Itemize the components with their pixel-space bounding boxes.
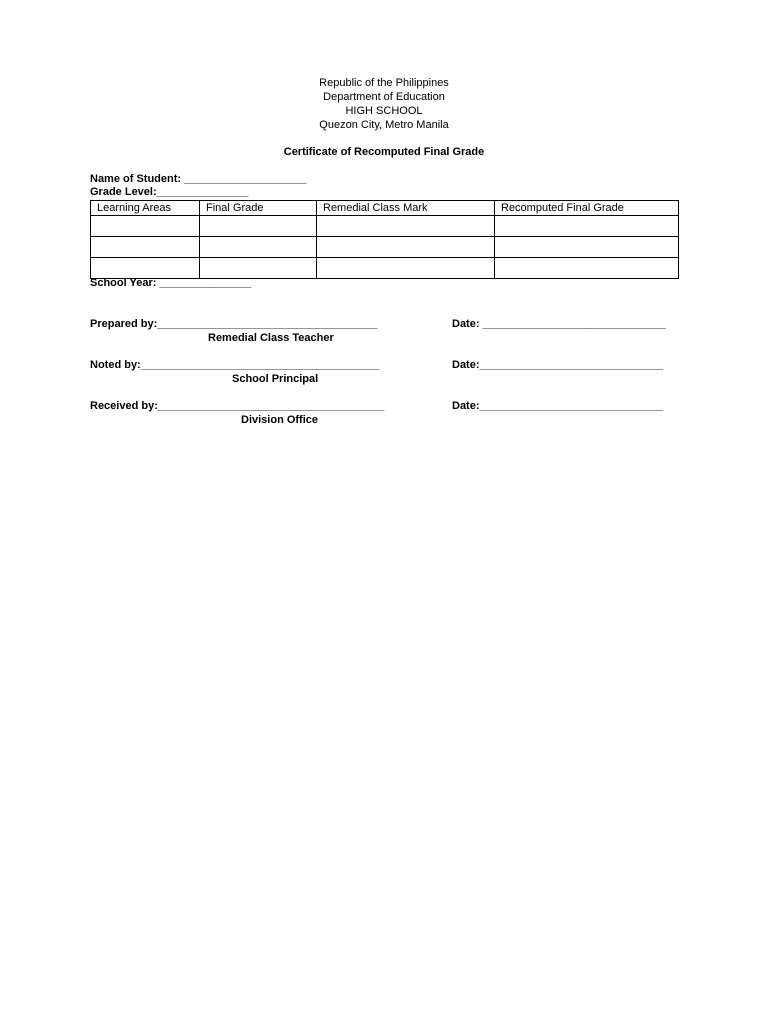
table-cell [91,216,200,237]
table-cell [495,237,679,258]
header-republic: Republic of the Philippines [319,77,449,89]
noted-by-line: Noted by:_______________________________________ [90,359,380,371]
table-row [91,258,679,279]
prepared-by-line: Prepared by:____________________________________ [90,318,378,330]
received-date-line: Date:______________________________ [452,400,664,412]
table-cell [91,258,200,279]
column-header-learning-areas: Learning Areas [91,201,200,216]
grade-level-field: Grade Level:_______________ [90,186,249,198]
column-header-recomputed-grade: Recomputed Final Grade [495,201,679,216]
table-cell [317,258,495,279]
table-cell [317,237,495,258]
header-location: Quezon City, Metro Manila [319,119,449,131]
table-row [91,237,679,258]
table-cell [495,258,679,279]
table-cell [200,258,317,279]
table-cell [495,216,679,237]
table-cell [317,216,495,237]
table-cell [200,237,317,258]
header-department: Department of Education [323,91,445,103]
received-by-line: Received by:_____________________________________ [90,400,385,412]
prepared-date-line: Date: ______________________________ [452,318,667,330]
column-header-remedial-mark: Remedial Class Mark [317,201,495,216]
school-year-field: School Year: _______________ [90,277,252,289]
student-name-field: Name of Student: ____________________ [90,173,307,185]
table-cell [91,237,200,258]
header-school: HIGH SCHOOL [345,105,423,117]
noted-by-role: School Principal [232,373,319,385]
column-header-final-grade: Final Grade [200,201,317,216]
table-header-row [91,201,679,216]
received-by-role: Division Office [241,414,319,426]
prepared-by-role: Remedial Class Teacher [208,332,334,344]
table-row [91,216,679,237]
certificate-title: Certificate of Recomputed Final Grade [283,146,485,158]
table-cell [200,216,317,237]
noted-date-line: Date:______________________________ [452,359,664,371]
grades-table [90,200,679,279]
